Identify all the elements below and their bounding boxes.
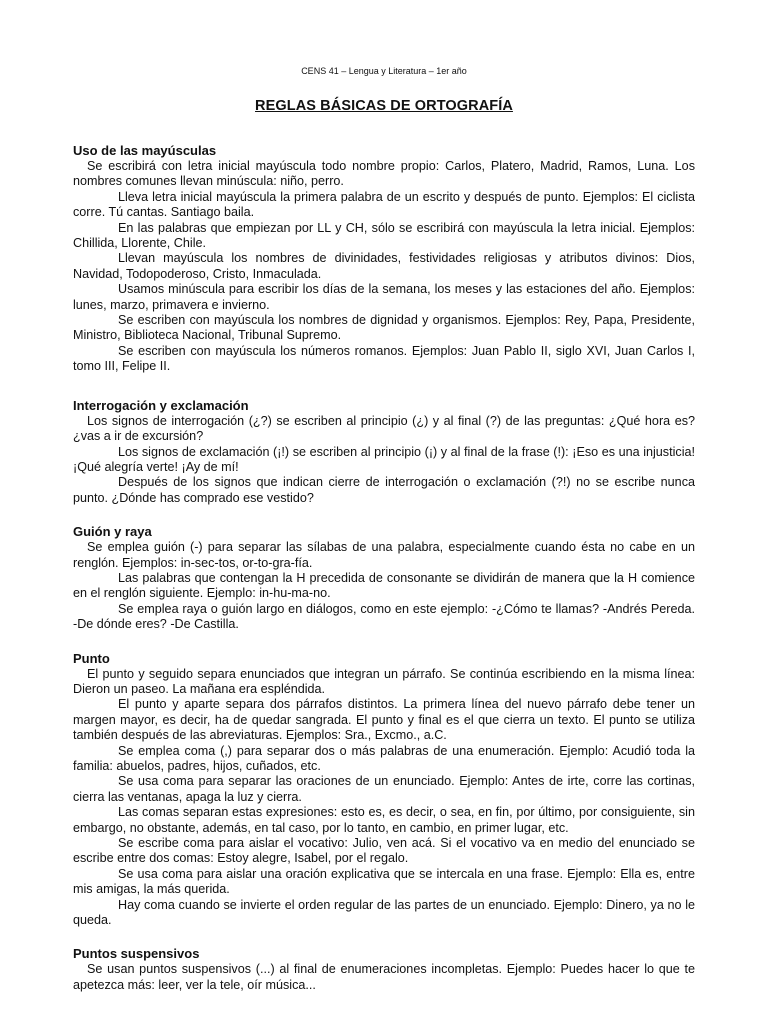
paragraph: Las palabras que contengan la H precedida de consonante se dividirán de manera que la H comience en el renglón siguiente. Ejemplo: in-hu-ma-no. xyxy=(73,570,695,601)
course-header: CENS 41 – Lengua y Literatura – 1er año xyxy=(301,66,467,76)
section-punto xyxy=(73,651,695,929)
paragraph: Las comas separan estas expresiones: esto es, es decir, o sea, en fin, por último, por consiguiente, sin embargo, no obstante, además, en tal caso, por lo tanto, en cambio, en primer lugar, etc. xyxy=(73,805,695,835)
paragraph: Se emplea raya o guión largo en diálogos, como en este ejemplo: -¿Cómo te llamas? -Andrés Pereda. -De dónde eres? -De Castilla. xyxy=(73,601,695,632)
section-heading: Guión y raya xyxy=(73,524,152,540)
paragraph: Se emplea guión (-) para separar las sílabas de una palabra, especialmente cuando ésta no cabe en un renglón. Ejemplos: in-sec-tos, or-to-gra-fía. xyxy=(73,540,695,570)
section-heading: Interrogación y exclamación xyxy=(73,397,249,413)
paragraph: Los signos de interrogación (¿?) se escriben al principio (¿) y al final (?) de las preguntas: ¿Qué hora es? ¿vas a ir de excursión? xyxy=(73,413,695,444)
paragraph: Usamos minúscula para escribir los días de la semana, los meses y las estaciones del año. Ejemplos: lunes, marzo, primavera e invierno. xyxy=(73,282,695,312)
section-mayusculas xyxy=(73,143,695,375)
section-puntos-suspensivos xyxy=(73,946,695,993)
paragraph: Se usa coma para separar las oraciones de un enunciado. Ejemplo: Antes de irte, corre las cortinas, cierra las ventanas, apaga la luz y cierra. xyxy=(73,774,695,804)
paragraph: En las palabras que empiezan por LL y CH, sólo se escribirá con mayúscula la letra inicial. Ejemplos: Chillida, Llorente, Chile. xyxy=(73,220,695,251)
paragraph: El punto y aparte separa dos párrafos distintos. La primera línea del nuevo párrafo debe tener un margen mayor, es decir, ha de quedar sangrada. El punto y final es el que cierra un texto. El punto se utiliza también después de las abreviaturas. Ejemplos: Sra., Excmo., a.C. xyxy=(73,697,695,743)
paragraph: Se usan puntos suspensivos (...) al final de enumeraciones incompletas. Ejemplo: Puedes hacer lo que te apetezca más: leer, ver la tele, oír música... xyxy=(73,962,695,992)
paragraph: El punto y seguido separa enunciados que integran un párrafo. Se continúa escribiendo en la misma línea: Dieron un paseo. La mañana era espléndida. xyxy=(73,666,695,696)
paragraph: Se escriben con mayúscula los nombres de dignidad y organismos. Ejemplos: Rey, Papa, Presidente, Ministro, Biblioteca Nacional, Tribunal Supremo. xyxy=(73,313,695,343)
section-guion-raya xyxy=(73,524,695,632)
paragraph: Se escribe coma para aislar el vocativo: Julio, ven acá. Si el vocativo va en medio del enunciado se escribe entre dos comas: Estoy alegre, Isabel, por el regalo. xyxy=(73,836,695,866)
paragraph: Se usa coma para aislar una oración explicativa que se intercala en una frase. Ejemplo: Ella es, entre mis amigas, la más querida. xyxy=(73,866,695,897)
section-heading: Puntos suspensivos xyxy=(73,946,200,962)
paragraph: Los signos de exclamación (¡!) se escriben al principio (¡) y al final de la frase (!): ¡Eso es una injusticia! ¡Qué alegría verte! ¡Ay de mí! xyxy=(73,444,695,474)
paragraph: Hay coma cuando se invierte el orden regular de las partes de un enunciado. Ejemplo: Dinero, ya no le queda. xyxy=(73,897,695,928)
paragraph: Se emplea coma (,) para separar dos o más palabras de una enumeración. Ejemplo: Acudió toda la familia: abuelos, padres, hijos, cuñados, etc. xyxy=(73,743,695,773)
paragraph: Se escribirá con letra inicial mayúscula todo nombre propio: Carlos, Platero, Madrid, Ramos, Luna. Los nombres comunes llevan minúscula: niño, perro. xyxy=(73,159,695,189)
paragraph: Se escriben con mayúscula los números romanos. Ejemplos: Juan Pablo II, siglo XVI, Juan Carlos I, tomo III, Felipe II. xyxy=(73,343,695,374)
section-interrogacion-exclamacion xyxy=(73,398,695,506)
section-heading: Uso de las mayúsculas xyxy=(73,143,217,158)
paragraph: Después de los signos que indican cierre de interrogación o exclamación (?!) no se escribe nunca punto. ¿Dónde has comprado ese vestido? xyxy=(73,475,695,505)
section-heading: Punto xyxy=(73,650,110,666)
document-title: REGLAS BÁSICAS DE ORTOGRAFÍA xyxy=(255,98,513,114)
paragraph: Lleva letra inicial mayúscula la primera palabra de un escrito y después de punto. Ejemplos: El ciclista corre. Tú cantas. Santiago baila. xyxy=(73,189,695,220)
paragraph: Llevan mayúscula los nombres de divinidades, festividades religiosas y atributos divinos: Dios, Navidad, Todopoderoso, Cristo, Inmaculada. xyxy=(73,251,695,281)
document-page xyxy=(73,66,695,993)
